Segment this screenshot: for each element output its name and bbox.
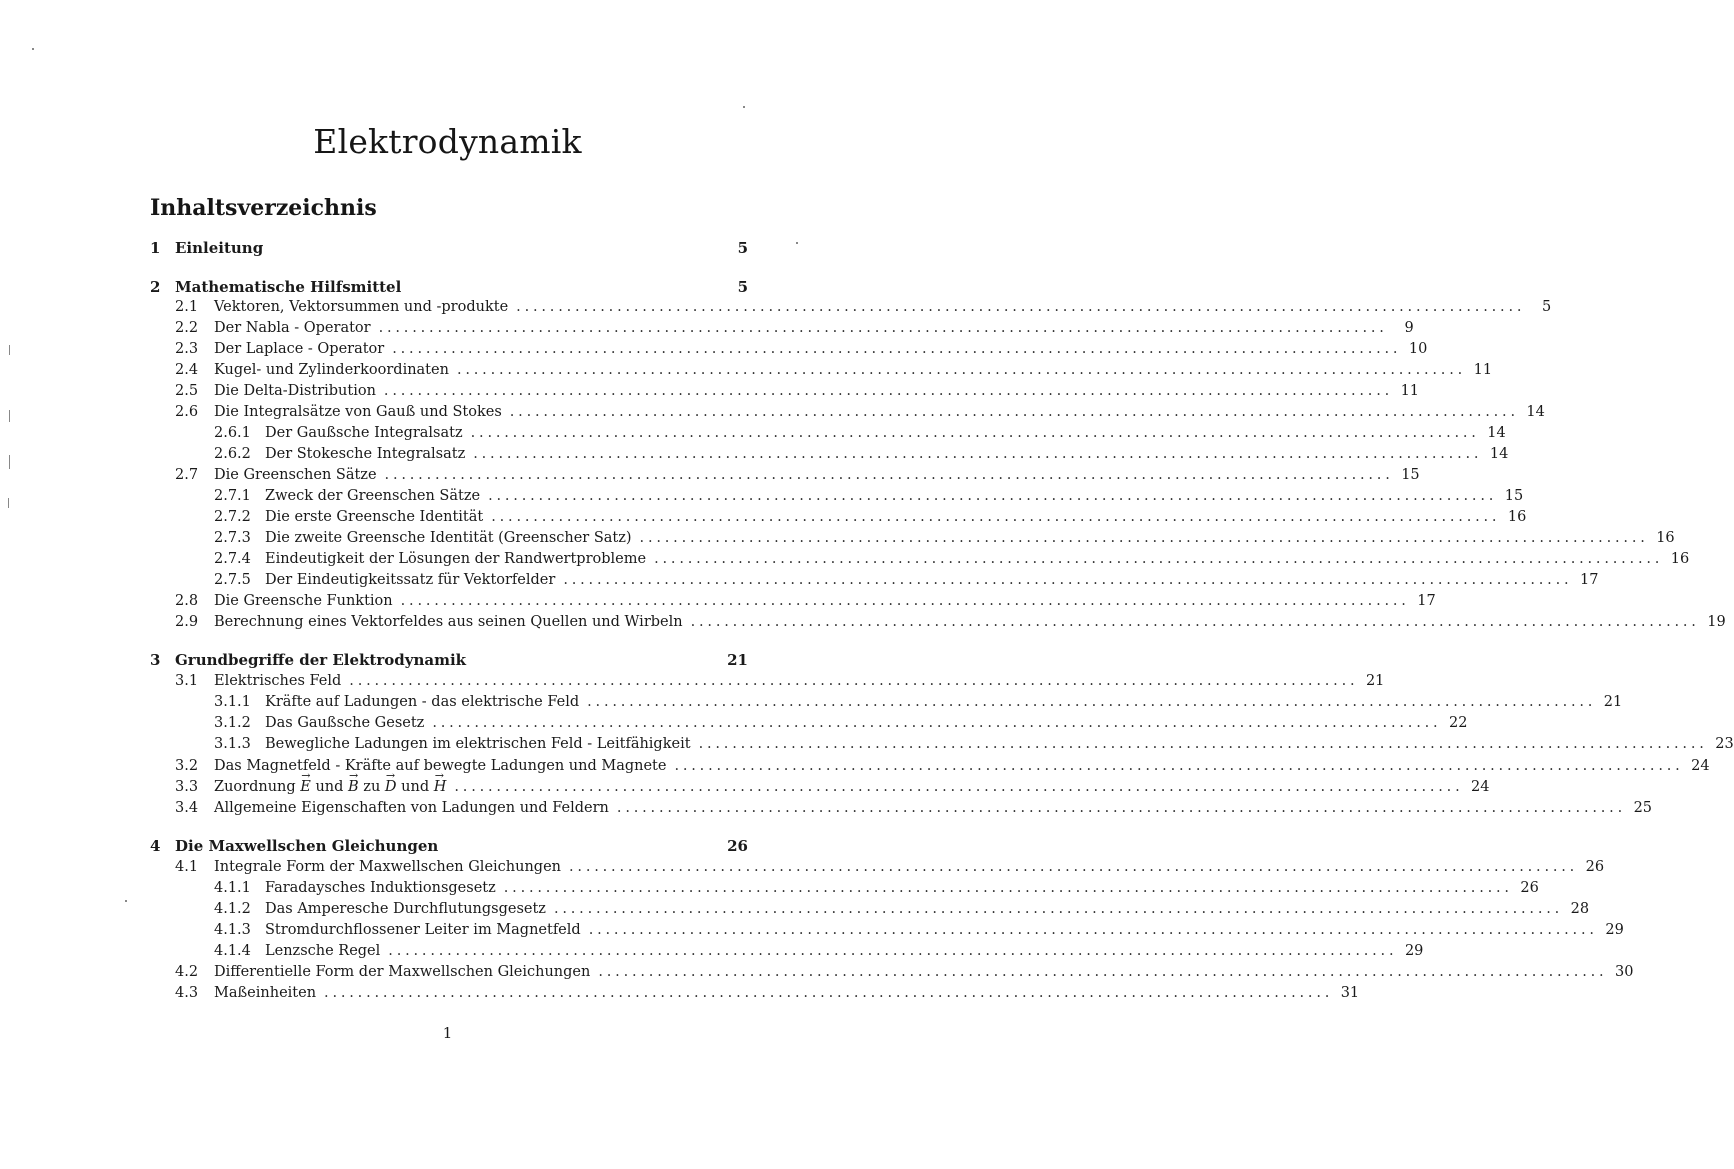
toc-entry-number: 2.4 bbox=[175, 362, 199, 378]
toc-leader-dots: ........................................................................................................................ bbox=[491, 509, 1501, 525]
toc-entry-number: 2.7.3 bbox=[214, 530, 251, 546]
toc-subsection-entry[interactable] bbox=[214, 528, 1675, 549]
toc-entry-label: Der Stokesche Integralsatz bbox=[265, 446, 466, 462]
toc-section-entry[interactable] bbox=[175, 798, 1653, 819]
toc-section-entry[interactable] bbox=[175, 983, 1360, 1004]
toc-entry-page: 14 bbox=[1489, 446, 1509, 462]
toc-leader-dots: ........................................................................................................................ bbox=[488, 488, 1498, 504]
toc-leader-dots: ........................................................................................................................ bbox=[473, 446, 1483, 462]
toc-entry-number: 2.7.5 bbox=[214, 572, 251, 588]
toc-entry-label: Lenzsche Regel bbox=[265, 943, 381, 959]
toc-entry-page: 21 bbox=[727, 651, 748, 669]
scan-speck bbox=[8, 498, 9, 508]
toc-entry-number: 3.4 bbox=[175, 800, 199, 816]
toc-subsection-entry[interactable] bbox=[214, 692, 1623, 713]
toc-entry-page: 17 bbox=[1417, 593, 1436, 609]
vector-symbol: → B bbox=[348, 777, 359, 798]
toc-section-entry[interactable] bbox=[175, 591, 1436, 612]
toc-entry-number: 2.7.1 bbox=[214, 488, 251, 504]
toc-entry-page: 31 bbox=[1340, 985, 1360, 1001]
toc-entry-label: Kugel- und Zylinderkoordinaten bbox=[214, 362, 449, 378]
toc-leader-dots: ........................................................................................................................ bbox=[674, 758, 1684, 774]
vector-symbol: → E bbox=[300, 777, 311, 798]
toc-section-entry[interactable] bbox=[175, 318, 1414, 339]
toc-entry-number: 2.9 bbox=[175, 614, 199, 630]
toc-entry-page: 16 bbox=[1507, 509, 1527, 525]
toc-entry-page: 30 bbox=[1615, 964, 1634, 980]
toc-entry-page: 24 bbox=[1691, 758, 1710, 774]
toc-entry-label: Berechnung eines Vektorfeldes aus seinen Quellen und Wirbeln bbox=[214, 614, 683, 630]
toc-leader-dots: ........................................................................................................................ bbox=[569, 859, 1579, 875]
scan-speck bbox=[743, 106, 745, 108]
toc-entry-number: 2.8 bbox=[175, 593, 199, 609]
toc-entry-number: 1 bbox=[150, 239, 161, 257]
toc-leader-dots: ........................................................................................................................ bbox=[698, 736, 1708, 752]
toc-leader-dots: ........................................................................................................................ bbox=[392, 341, 1402, 357]
toc-entry-page: 5 bbox=[1542, 299, 1552, 315]
toc-entry-number: 2.7.2 bbox=[214, 509, 251, 525]
toc-entry-label: Die Maxwellschen Gleichungen bbox=[175, 837, 439, 855]
toc-entry-page: 9 bbox=[1404, 320, 1414, 336]
toc-entry-page: 15 bbox=[1504, 488, 1524, 504]
toc-entry-number: 4.1.1 bbox=[214, 880, 251, 896]
toc-entry-label: Grundbegriffe der Elektrodynamik bbox=[175, 651, 467, 669]
toc-entry-page: 29 bbox=[1605, 922, 1624, 938]
toc-leader-dots: ........................................................................................................................ bbox=[400, 593, 1410, 609]
toc-entry-label: Elektrisches Feld bbox=[214, 673, 342, 689]
toc-entry-label: Der Laplace - Operator bbox=[214, 341, 385, 357]
toc-entry-number: 2.6 bbox=[175, 404, 199, 420]
page-number: 1 bbox=[442, 1024, 453, 1042]
toc-entry-page: 14 bbox=[1526, 404, 1545, 420]
toc-section-entry[interactable] bbox=[175, 297, 1552, 318]
toc-entry-label: Bewegliche Ladungen im elektrischen Feld - Leitfähigkeit bbox=[265, 736, 691, 752]
toc-section-entry[interactable] bbox=[175, 339, 1428, 360]
scan-speck bbox=[32, 48, 34, 50]
toc-entry-label: Faradaysches Induktionsgesetz bbox=[265, 880, 496, 896]
toc-subsection-entry[interactable] bbox=[214, 920, 1624, 941]
toc-entry-label: Allgemeine Eigenschaften von Ladungen und Feldern bbox=[214, 800, 609, 816]
toc-section-entry[interactable] bbox=[175, 612, 1726, 633]
toc-entry-label: Die zweite Greensche Identität (Greenscher Satz) bbox=[265, 530, 632, 546]
toc-entry-label: Der Eindeutigkeitssatz für Vektorfelder bbox=[265, 572, 556, 588]
toc-subsection-entry[interactable] bbox=[214, 878, 1539, 899]
toc-entry-label: Zweck der Greenschen Sätze bbox=[265, 488, 481, 504]
toc-entry-page: 26 bbox=[1585, 859, 1605, 875]
toc-leader-dots: ........................................................................................................................ bbox=[349, 673, 1359, 689]
toc-entry-number: 3.3 bbox=[175, 779, 199, 795]
toc-leader-dots: ........................................................................................................................ bbox=[516, 299, 1526, 315]
toc-entry-number: 2 bbox=[150, 278, 161, 296]
toc-subsection-entry[interactable] bbox=[214, 570, 1599, 591]
toc-entry-number: 2.6.2 bbox=[214, 446, 251, 462]
toc-entry-number: 4.1 bbox=[175, 859, 199, 875]
toc-entry-number: 2.6.1 bbox=[214, 425, 251, 441]
toc-entry-page: 15 bbox=[1401, 467, 1420, 483]
toc-entry-number: 2.1 bbox=[175, 299, 199, 315]
toc-subsection-entry[interactable] bbox=[214, 549, 1690, 570]
toc-entry-label: Das Gaußsche Gesetz bbox=[265, 715, 425, 731]
toc-entry-page: 19 bbox=[1707, 614, 1726, 630]
toc-leader-dots: ........................................................................................................................ bbox=[690, 614, 1700, 630]
toc-chapter-entry[interactable] bbox=[150, 238, 748, 259]
toc-entry-page: 23 bbox=[1715, 736, 1734, 752]
toc-subsection-entry[interactable] bbox=[214, 486, 1524, 507]
toc-leader-dots: ........................................................................................................................ bbox=[454, 779, 1464, 795]
toc-entry-label: Kräfte auf Ladungen - das elektrische Feld bbox=[265, 694, 580, 710]
toc-entry-page: 22 bbox=[1448, 715, 1468, 731]
toc-entry-label: Das Magnetfeld - Kräfte auf bewegte Ladungen und Magnete bbox=[214, 758, 667, 774]
toc-leader-dots: ........................................................................................................................ bbox=[456, 362, 1467, 378]
toc-leader-dots: ........................................................................................................................ bbox=[432, 715, 1442, 731]
toc-entry-number: 4.1.4 bbox=[214, 943, 251, 959]
toc-entry-page: 11 bbox=[1400, 383, 1420, 399]
scan-speck bbox=[125, 900, 127, 902]
document-title: Elektrodynamik bbox=[313, 122, 582, 161]
toc-section-entry[interactable] bbox=[175, 857, 1605, 878]
toc-entry-label: Differentielle Form der Maxwellschen Gleichungen bbox=[214, 964, 591, 980]
toc-section-entry[interactable] bbox=[175, 777, 1490, 798]
toc-leader-dots: ........................................................................................................................ bbox=[598, 964, 1608, 980]
scan-speck bbox=[9, 410, 10, 422]
toc-entry-number: 3.1 bbox=[175, 673, 199, 689]
toc-entry-page: 21 bbox=[1603, 694, 1623, 710]
toc-subsection-entry[interactable] bbox=[214, 713, 1468, 734]
toc-entry-page: 26 bbox=[1520, 880, 1539, 896]
toc-subsection-entry[interactable] bbox=[214, 734, 1734, 755]
scan-speck bbox=[9, 455, 10, 469]
toc-entry-number: 3.1.3 bbox=[214, 736, 251, 752]
toc-entry-number: 4 bbox=[150, 837, 161, 855]
toc-entry-label: Integrale Form der Maxwellschen Gleichungen bbox=[214, 859, 561, 875]
toc-entry-page: 5 bbox=[737, 278, 748, 296]
toc-entry-page: 21 bbox=[1365, 673, 1385, 689]
toc-section-entry[interactable] bbox=[175, 381, 1420, 402]
toc-entry-page: 14 bbox=[1487, 425, 1506, 441]
toc-entry-label: Mathematische Hilfsmittel bbox=[175, 278, 402, 296]
toc-leader-dots: ........................................................................................................................ bbox=[324, 985, 1334, 1001]
toc-entry-number: 4.3 bbox=[175, 985, 199, 1001]
toc-chapter-entry[interactable] bbox=[150, 836, 748, 857]
scan-speck bbox=[9, 345, 10, 355]
toc-entry-page: 11 bbox=[1473, 362, 1493, 378]
toc-subsection-entry[interactable] bbox=[214, 444, 1509, 465]
toc-leader-dots: ........................................................................................................................ bbox=[616, 800, 1627, 816]
toc-entry-label: Der Nabla - Operator bbox=[214, 320, 371, 336]
toc-entry-page: 26 bbox=[727, 837, 748, 855]
toc-section-entry[interactable] bbox=[175, 465, 1420, 486]
toc-entry-number: 3.2 bbox=[175, 758, 199, 774]
toc-section-entry[interactable] bbox=[175, 671, 1385, 692]
toc-entry-label: Die erste Greensche Identität bbox=[265, 509, 484, 525]
toc-entry-page: 5 bbox=[737, 239, 748, 257]
toc-entry-number: 2.3 bbox=[175, 341, 199, 357]
toc-leader-dots: ........................................................................................................................ bbox=[553, 901, 1564, 917]
toc-section-entry[interactable] bbox=[175, 402, 1545, 423]
toc-entry-page: 17 bbox=[1579, 572, 1599, 588]
toc-entry-number: 2.2 bbox=[175, 320, 199, 336]
toc-entry-number: 4.1.2 bbox=[214, 901, 251, 917]
toc-entry-number: 4.1.3 bbox=[214, 922, 251, 938]
toc-subsection-entry[interactable] bbox=[214, 941, 1424, 962]
toc-entry-label: Einleitung bbox=[175, 239, 264, 257]
vector-symbol: → D bbox=[385, 777, 397, 798]
toc-entry-page: 10 bbox=[1408, 341, 1428, 357]
toc-section-entry[interactable] bbox=[175, 756, 1710, 777]
toc-leader-dots: ........................................................................................................................ bbox=[588, 922, 1598, 938]
toc-leader-dots: ........................................................................................................................ bbox=[470, 425, 1480, 441]
toc-leader-dots: ........................................................................................................................ bbox=[383, 383, 1394, 399]
toc-entry-label: Die Integralsätze von Gauß und Stokes bbox=[214, 404, 502, 420]
toc-entry-label: Das Amperesche Durchflutungsgesetz bbox=[265, 901, 546, 917]
toc-entry-page: 16 bbox=[1656, 530, 1675, 546]
toc-entry-number: 2.7.4 bbox=[214, 551, 251, 567]
toc-chapter-entry[interactable] bbox=[150, 650, 748, 671]
toc-leader-dots: ........................................................................................................................ bbox=[654, 551, 1664, 567]
toc-entry-number: 3.1.1 bbox=[214, 694, 251, 710]
toc-entry-page: 29 bbox=[1404, 943, 1424, 959]
toc-leader-dots: ........................................................................................................................ bbox=[388, 943, 1398, 959]
toc-leader-dots: ........................................................................................................................ bbox=[639, 530, 1649, 546]
toc-leader-dots: ........................................................................................................................ bbox=[509, 404, 1519, 420]
toc-entry-label: Vektoren, Vektorsummen und -produkte bbox=[214, 299, 509, 315]
toc-entry-label: Stromdurchflossener Leiter im Magnetfeld bbox=[265, 922, 581, 938]
toc-leader-dots: ........................................................................................................................ bbox=[503, 880, 1513, 896]
toc-subsection-entry[interactable] bbox=[214, 507, 1527, 528]
toc-subsection-entry[interactable] bbox=[214, 423, 1506, 444]
toc-entry-label: Eindeutigkeit der Lösungen der Randwertprobleme bbox=[265, 551, 647, 567]
toc-entry-page: 28 bbox=[1570, 901, 1590, 917]
toc-entry-number: 3.1.2 bbox=[214, 715, 251, 731]
toc-leader-dots: ........................................................................................................................ bbox=[563, 572, 1573, 588]
toc-heading: Inhaltsverzeichnis bbox=[150, 195, 377, 221]
toc-entry-page: 16 bbox=[1670, 551, 1690, 567]
toc-subsection-entry[interactable] bbox=[214, 899, 1590, 920]
toc-chapter-entry[interactable] bbox=[150, 277, 748, 298]
toc-entry-label: Der Gaußsche Integralsatz bbox=[265, 425, 463, 441]
toc-entry-number: 2.5 bbox=[175, 383, 199, 399]
toc-leader-dots: ........................................................................................................................ bbox=[378, 320, 1388, 336]
toc-section-entry[interactable] bbox=[175, 962, 1634, 983]
toc-entry-page: 24 bbox=[1471, 779, 1490, 795]
toc-entry-page: 25 bbox=[1633, 800, 1653, 816]
vector-symbol: → H bbox=[434, 777, 447, 798]
toc-entry-number: 2.7 bbox=[175, 467, 199, 483]
toc-entry-label: Die Delta-Distribution bbox=[214, 383, 376, 399]
toc-entry-label: Zuordnung → E und → B zu → D und → H bbox=[214, 777, 446, 798]
scan-speck bbox=[796, 242, 798, 244]
toc-entry-label: Die Greenschen Sätze bbox=[214, 467, 377, 483]
toc-leader-dots: ........................................................................................................................ bbox=[587, 694, 1597, 710]
toc-entry-label: Die Greensche Funktion bbox=[214, 593, 393, 609]
toc-entry-label: Maßeinheiten bbox=[214, 985, 317, 1001]
toc-entry-number: 3 bbox=[150, 651, 161, 669]
toc-entry-number: 4.2 bbox=[175, 964, 199, 980]
toc-leader-dots: ........................................................................................................................ bbox=[384, 467, 1394, 483]
toc-section-entry[interactable] bbox=[175, 360, 1493, 381]
